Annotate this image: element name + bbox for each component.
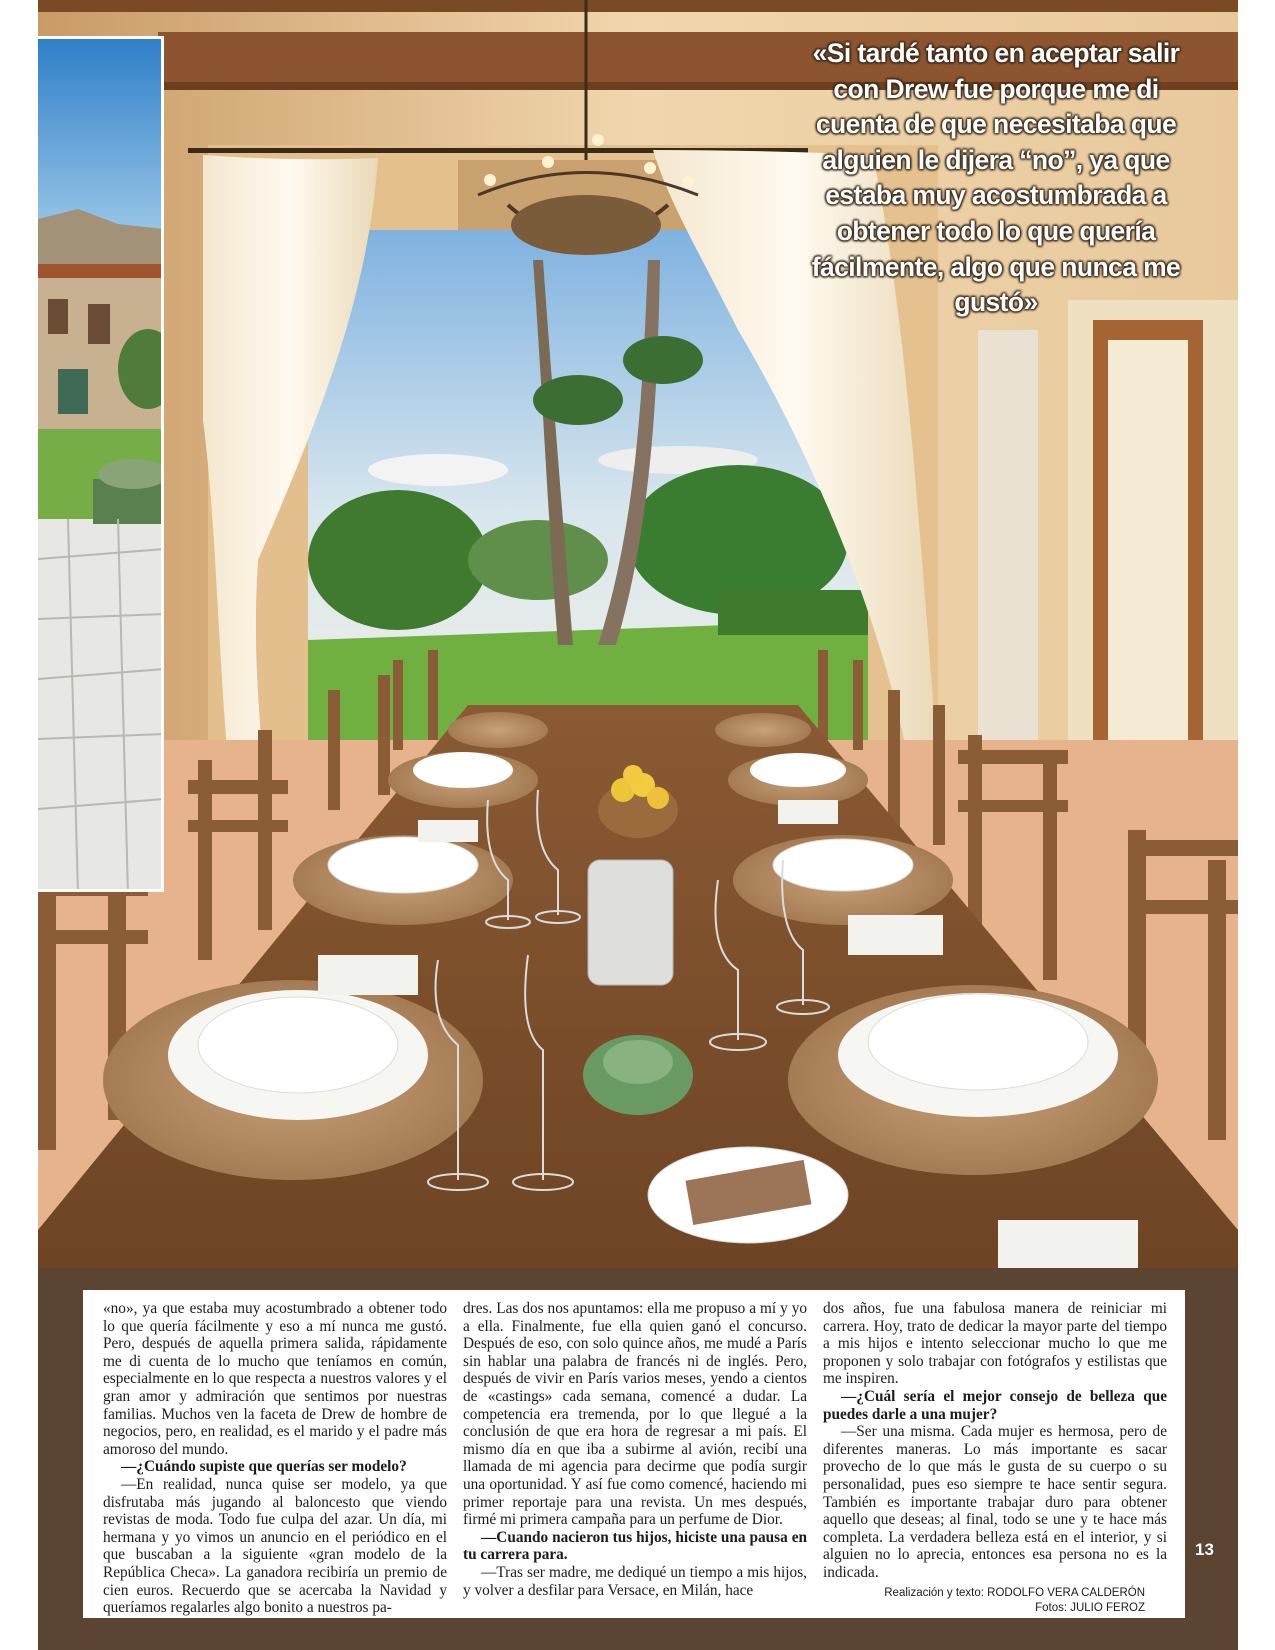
- interview-answer: —Tras ser madre, me dediqué un tiempo a mis hijos, y volver a desfilar para Versace, en Milán, hace: [463, 1563, 807, 1599]
- interview-answer: —Ser una misma. Cada mujer es hermosa, pero de diferentes maneras. Lo más importante es sacar provecho de lo que más le gusta de su cuerpo o su personalidad, pues eso siempre te hace sentir segura. También es importante trabajar duro para obtener aquello que deseas; al final, todo se une y te hace más completa. La verdadera belleza está en el interior, y si alguien no lo aprecia, entonces esa persona no es la indicada.: [823, 1423, 1167, 1581]
- interview-question: —¿Cuál sería el mejor consejo de belleza que puedes darle a una mujer?: [823, 1387, 1167, 1423]
- interview-question: —¿Cuándo supiste que querías ser modelo?: [121, 1458, 407, 1476]
- paragraph: «no», ya que estaba muy acostumbrado a obtener todo lo que quería fácilmente y eso a mí nunca me gustó. Pero, después de aquella primera salida, rápidamente me di cuenta de lo mucho que teníamos en común, especialmente en lo que respecta a nuestros valores y el gran amor y admiración que sentimos por nuestras familias. Muchos ven la faceta de Drew de hombre de negocios, pero, en realidad, es el marido y el padre más amoroso del mundo.: [103, 1300, 447, 1458]
- article-body: [83, 1290, 1185, 1618]
- article-column-1: [103, 1300, 447, 1617]
- photo-credit: Fotos: JULIO FEROZ: [1035, 1601, 1145, 1614]
- country-house-illustration: [38, 39, 164, 892]
- page-number: 13: [1195, 1540, 1214, 1559]
- text-credit: Realización y texto: RODOLFO VERA CALDERÓN: [884, 1586, 1145, 1599]
- interview-question: —Cuando nacieron tus hijos, hiciste una pausa en tu carrera para.: [463, 1528, 807, 1564]
- pull-quote: «Si tardé tanto en aceptar salir con Drew fue porque me di cuenta de que necesitaba que alguien le dijera “no”, ya que estaba muy acostumbrada a obtener todo lo que quería fácilmente, algo que nunca me gustó»: [811, 38, 1181, 318]
- interview-answer: —En realidad, nunca quise ser modelo, ya que disfrutaba más jugando al baloncesto que viendo revistas de moda. Todo fue culpa del azar. Un día, mi hermana y yo vimos un anuncio en el periódico en el que buscaban a la siguiente «gran modelo de la República Checa». La ganadora recibiría un premio de cien euros. Recuerdo que se acercaba la Navidad y queríamos regalarles algo bonito a nuestros pa-: [103, 1475, 447, 1617]
- paragraph: dres. Las dos nos apuntamos: ella me propuso a mí y yo a ella. Finalmente, fue ella quien ganó el concurso. Después de eso, con solo quince años, me mudé a París sin hablar una palabra de francés ni de inglés. Pero, después de vivir en París varios meses, yendo a cientos de «castings» cada semana, comencé a dudar. La competencia era tremenda, por lo que llegué a la conclusión de que era hora de regresar a mi país. El mismo día en que iba a subirme al avión, recibí una llamada de mi agencia para decirme que podía surgir una oportunidad. Y así fue como comencé, haciendo mi primer reportaje para una revista. Un mes después, firmé mi primera campaña para un perfume de Dior.: [463, 1300, 807, 1529]
- credits: [823, 1586, 1167, 1616]
- article-column-3: [823, 1300, 1167, 1617]
- article-column-2: [463, 1300, 807, 1617]
- paragraph: dos años, fue una fabulosa manera de reiniciar mi carrera. Hoy, trato de dedicar la mayor parte del tiempo a mis hijos e intento seleccionar mucho lo que me proponen y solo trabajar con fotógrafos y estilistas que me inspiren.: [823, 1300, 1167, 1388]
- inset-photo: [38, 36, 164, 892]
